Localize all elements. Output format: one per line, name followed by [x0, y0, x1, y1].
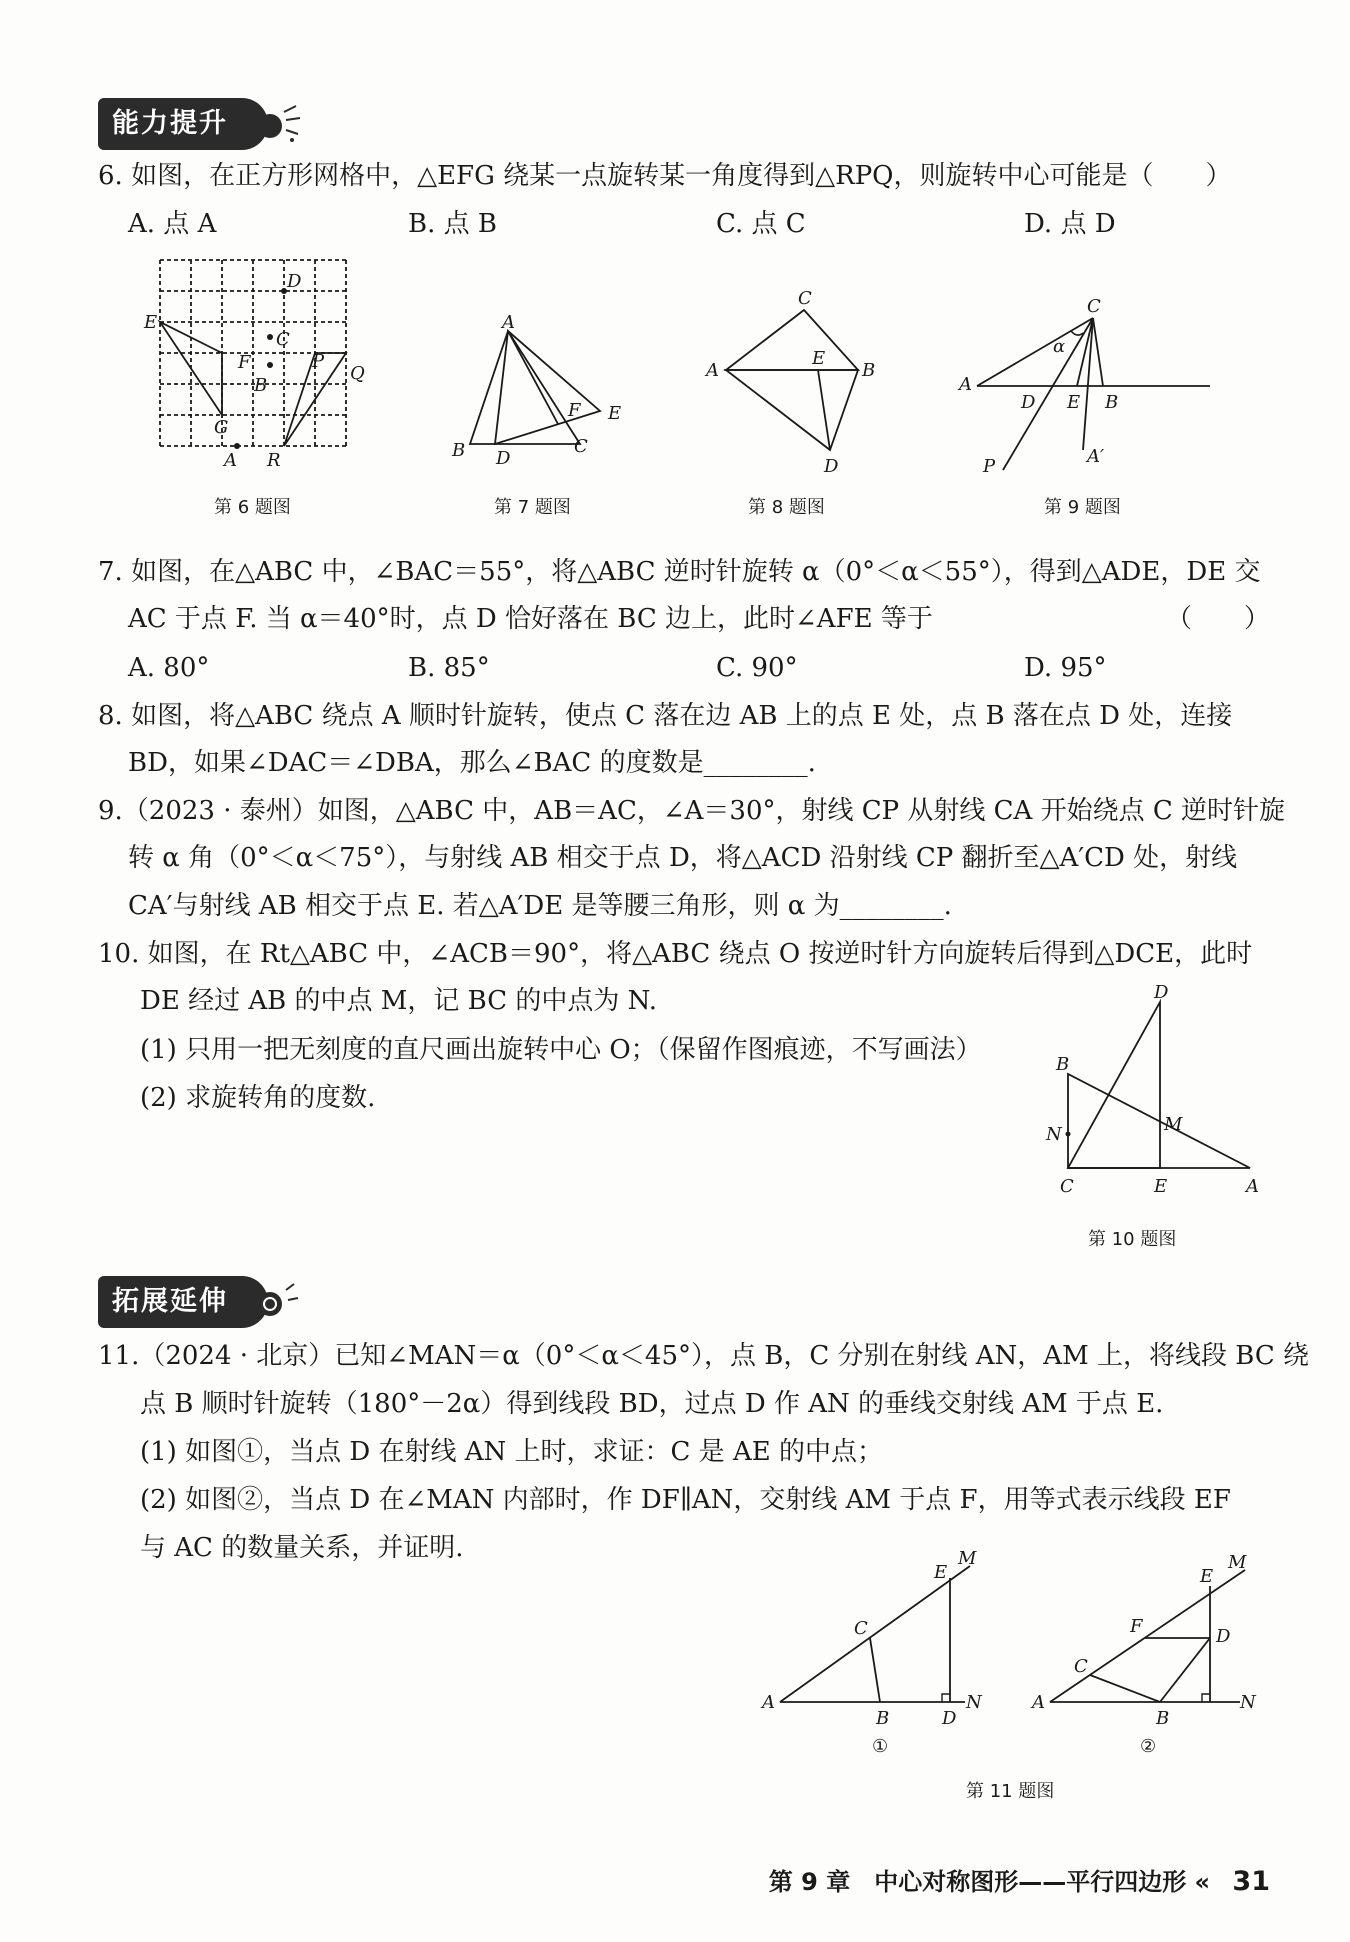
q11-part3: 与 AC 的数量关系，并证明.	[140, 1533, 464, 1563]
q7-option-a: A. 80°	[128, 653, 210, 683]
label: P	[983, 456, 996, 477]
figure-11-caption: 第 11 题图	[966, 1781, 1055, 1802]
label: M	[958, 1548, 977, 1569]
label: M	[1164, 1114, 1183, 1135]
label: C	[854, 1618, 868, 1639]
figure-9-caption: 第 9 题图	[1044, 497, 1121, 518]
label: E	[144, 312, 158, 333]
label: C	[1060, 1176, 1074, 1197]
label: F	[238, 352, 251, 373]
label: N	[966, 1692, 982, 1713]
label: B	[452, 440, 466, 461]
label: B	[1156, 1708, 1170, 1729]
q8-line2: BD，如果∠DAC＝∠DBA，那么∠BAC 的度数是________.	[128, 748, 816, 778]
label: F	[568, 400, 581, 421]
chapter-title: 第 9 章 中心对称图形——平行四边形 «	[768, 1868, 1211, 1896]
label: B	[1105, 392, 1119, 413]
q11-line2: 点 B 顺时针旋转（180°－2α）得到线段 BD，过点 D 作 AN 的垂线交射线 AM 于点 E.	[140, 1389, 1164, 1419]
label: A	[762, 1692, 775, 1713]
label: B	[254, 375, 268, 396]
label: B	[862, 360, 876, 381]
label: C	[276, 329, 290, 350]
q7-option-b: B. 85°	[408, 653, 490, 683]
label: A′	[1087, 446, 1105, 467]
label: E	[1154, 1176, 1168, 1197]
label: E	[934, 1562, 948, 1583]
q8-line1: 8. 如图，将△ABC 绕点 A 顺时针旋转，使点 C 落在边 AB 上的点 E 处，点 B 落在点 D 处，连接	[98, 701, 1233, 731]
label: D	[496, 448, 511, 469]
q9-line3: CA′与射线 AB 相交于点 E. 若△A′DE 是等腰三角形，则 α 为________.	[128, 891, 952, 921]
figure-6-caption: 第 6 题图	[214, 497, 291, 518]
figure-11-2-marker: ②	[1140, 1736, 1157, 1757]
label: M	[1228, 1552, 1247, 1573]
label: D	[1154, 982, 1169, 1003]
label: A	[224, 450, 237, 471]
label: D	[1021, 392, 1036, 413]
q6-option-a: A. 点 A	[128, 209, 217, 239]
label: D	[287, 271, 302, 292]
label: N	[1240, 1692, 1256, 1713]
figure-10	[1040, 982, 1270, 1216]
figure-11-1-marker: ①	[872, 1736, 889, 1757]
q7-answer-paren: （ ）	[1166, 604, 1271, 634]
q10-part1: (1) 只用一把无刻度的直尺画出旋转中心 O；（保留作图痕迹，不写画法）	[140, 1035, 982, 1065]
label: N	[1046, 1124, 1062, 1145]
label: E	[1200, 1566, 1214, 1587]
q6-option-d: D. 点 D	[1024, 209, 1116, 239]
label: R	[267, 450, 281, 471]
label: α	[1053, 336, 1066, 357]
label: F	[1130, 1616, 1143, 1637]
label: P	[312, 351, 325, 372]
figure-7	[440, 312, 640, 469]
label: A	[959, 374, 972, 395]
figure-7-caption: 第 7 题图	[494, 497, 571, 518]
q6-option-b: B. 点 B	[408, 209, 498, 239]
figure-10-caption: 第 10 题图	[1088, 1229, 1177, 1250]
q11-line1: 11.（2024 · 北京）已知∠MAN＝α（0°＜α＜45°），点 B，C 分别在射线 AN，AM 上，将线段 BC 绕	[98, 1341, 1309, 1371]
q7-line2: AC 于点 F. 当 α＝40°时，点 D 恰好落在 BC 边上，此时∠AFE 等于	[128, 604, 933, 634]
section-title: 能力提升	[112, 108, 228, 139]
label: B	[876, 1708, 890, 1729]
figure-6-grid	[144, 255, 370, 475]
label: E	[812, 348, 826, 369]
figure-8	[700, 290, 900, 480]
label: C	[574, 436, 588, 457]
label: A	[502, 312, 515, 333]
label: A	[706, 360, 719, 381]
q7-option-d: D. 95°	[1024, 653, 1107, 683]
q10-part2: (2) 求旋转角的度数.	[140, 1083, 376, 1113]
label: D	[942, 1708, 957, 1729]
label: D	[824, 456, 839, 477]
label: A	[1246, 1176, 1259, 1197]
section-banner-extension	[98, 1276, 268, 1328]
label: E	[608, 403, 622, 424]
label: D	[1216, 1626, 1231, 1647]
label: Q	[350, 363, 365, 384]
label: C	[1087, 296, 1101, 317]
sparkle-icon	[256, 102, 302, 146]
q6-option-c: C. 点 C	[716, 209, 806, 239]
figure-9	[955, 290, 1215, 480]
q6-stem: 6. 如图，在正方形网格中，△EFG 绕某一点旋转某一角度得到△RPQ，则旋转中心可能是（ ）	[98, 161, 1232, 191]
label: E	[1067, 392, 1081, 413]
q10-line1: 10. 如图，在 Rt△ABC 中，∠ACB＝90°，将△ABC 绕点 O 按逆时针方向旋转后得到△DCE，此时	[98, 939, 1253, 969]
lightbulb-icon	[256, 1280, 302, 1324]
label: G	[214, 417, 229, 438]
figure-11-1	[760, 1548, 990, 1768]
section-title: 拓展延伸	[112, 1286, 228, 1317]
page-footer	[769, 1862, 1270, 1897]
section-banner-ability	[98, 98, 268, 150]
page-number: 31	[1232, 1866, 1270, 1897]
figure-11-2	[1030, 1548, 1260, 1768]
q11-part2: (2) 如图②，当点 D 在∠MAN 内部时，作 DF∥AN，交射线 AM 于点 F，用等式表示线段 EF	[140, 1485, 1231, 1515]
figure-8-caption: 第 8 题图	[748, 497, 825, 518]
q9-line2: 转 α 角（0°＜α＜75°），与射线 AB 相交于点 D，将△ACD 沿射线 CP 翻折至△A′CD 处，射线	[128, 843, 1238, 873]
q10-line2: DE 经过 AB 的中点 M，记 BC 的中点为 N.	[140, 986, 658, 1016]
label: A	[1032, 1692, 1045, 1713]
label: C	[798, 288, 812, 309]
q9-line1: 9.（2023 · 泰州）如图，△ABC 中，AB＝AC，∠A＝30°，射线 CP 从射线 CA 开始绕点 C 逆时针旋	[98, 796, 1286, 826]
q7-option-c: C. 90°	[716, 653, 798, 683]
label: B	[1056, 1054, 1070, 1075]
label: C	[1074, 1656, 1088, 1677]
q7-line1: 7. 如图，在△ABC 中，∠BAC＝55°，将△ABC 逆时针旋转 α（0°＜α＜55°），得到△ADE，DE 交	[98, 557, 1261, 587]
q11-part1: (1) 如图①，当点 D 在射线 AN 上时，求证：C 是 AE 的中点；	[140, 1437, 883, 1467]
